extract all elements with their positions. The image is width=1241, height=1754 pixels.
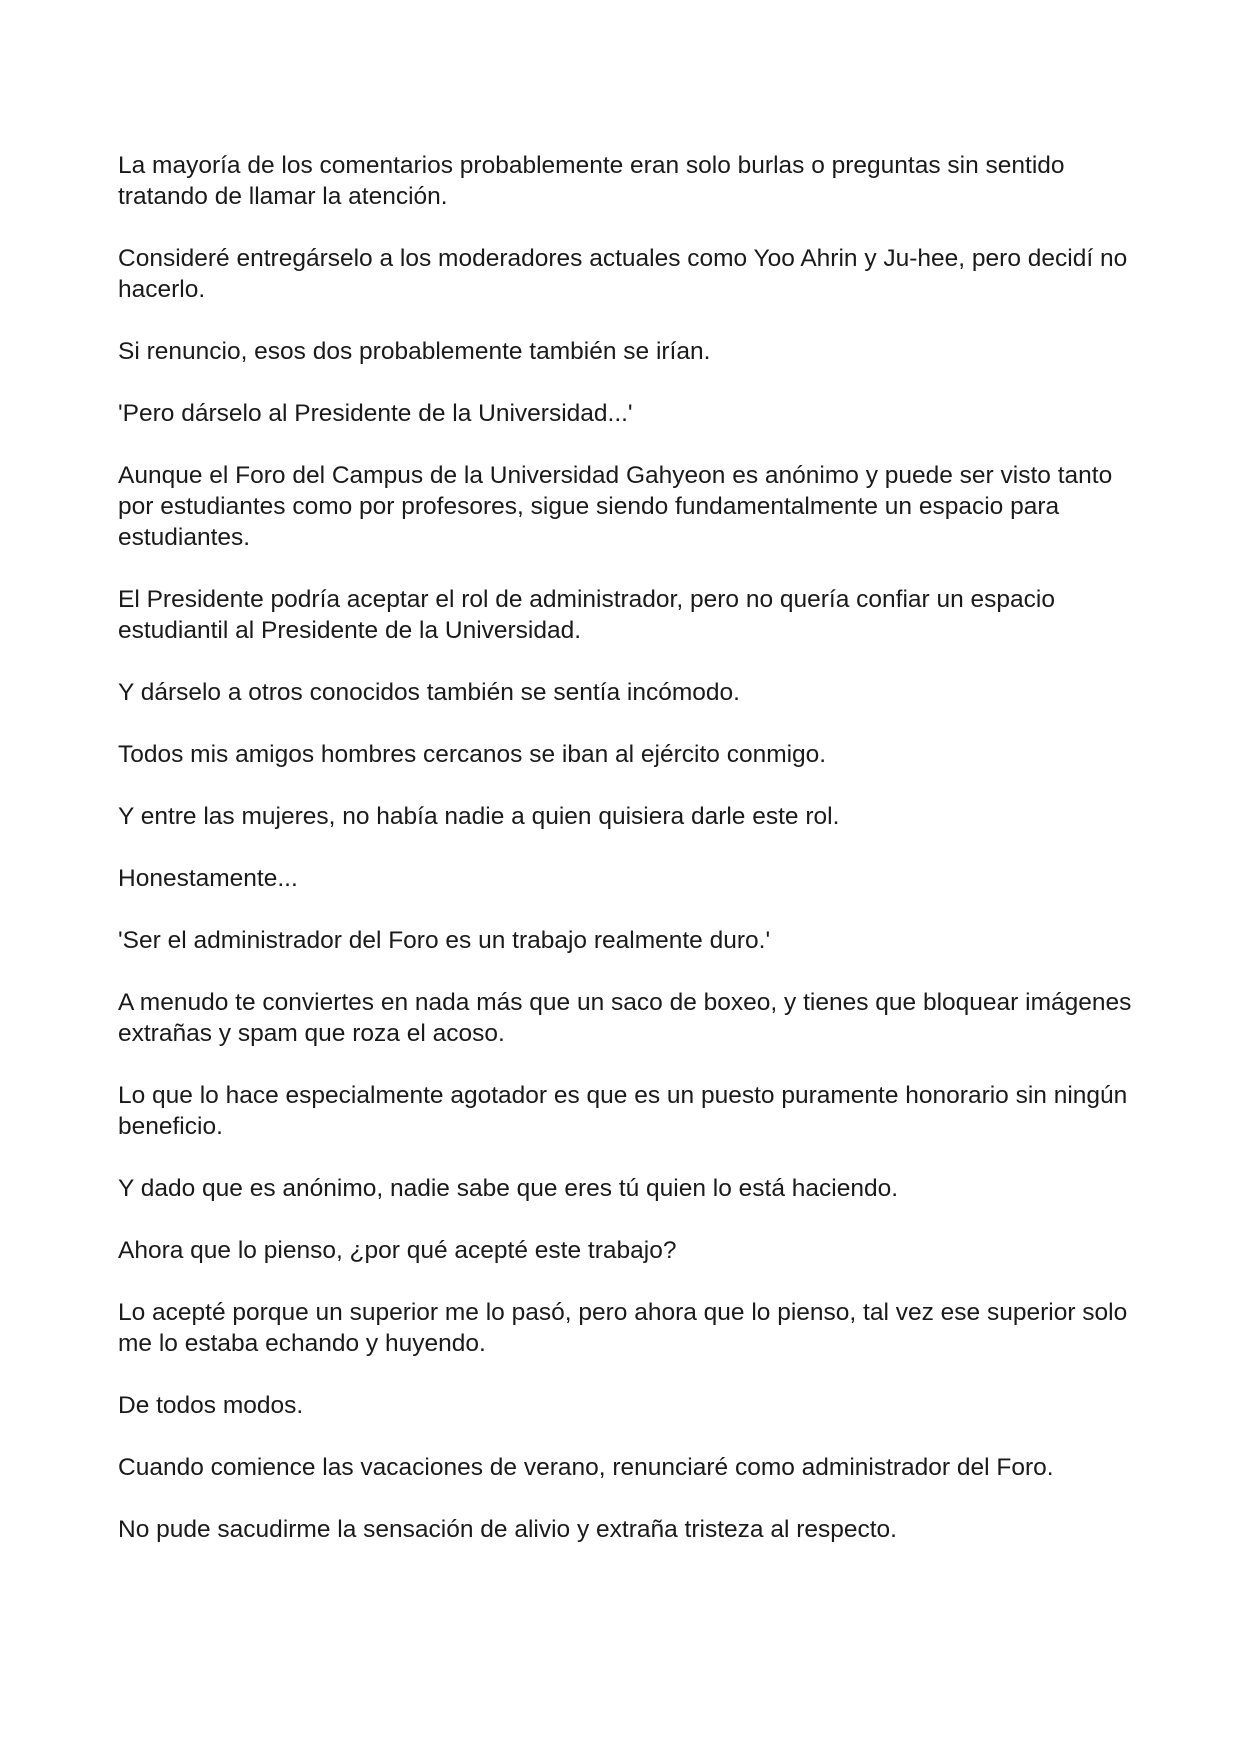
paragraph: 'Pero dárselo al Presidente de la Universidad...' [118,400,633,427]
paragraph: A menudo te conviertes en nada más que un saco de boxeo, y tienes que bloquear imágenes extrañas y spam que roza el acoso. [118,989,1132,1047]
paragraph: Y entre las mujeres, no había nadie a quien quisiera darle este rol. [118,803,840,830]
paragraph: No pude sacudirme la sensación de alivio y extraña tristeza al respecto. [118,1516,897,1543]
paragraph: Todos mis amigos hombres cercanos se iban al ejército conmigo. [118,741,827,768]
paragraph: Honestamente... [118,865,298,892]
paragraph: 'Ser el administrador del Foro es un trabajo realmente duro.' [118,927,771,954]
paragraph: Lo que lo hace especialmente agotador es que es un puesto puramente honorario sin ningún beneficio. [118,1082,1128,1140]
paragraph: De todos modos. [118,1392,304,1419]
paragraph: El Presidente podría aceptar el rol de administrador, pero no quería confiar un espacio estudiantil al Presidente de la Universidad. [118,586,1056,644]
paragraph: Lo acepté porque un superior me lo pasó, pero ahora que lo pienso, tal vez ese superior solo me lo estaba echando y huyendo. [118,1299,1128,1357]
paragraph: Consideré entregárselo a los moderadores actuales como Yoo Ahrin y Ju-hee, pero decidí no hacerlo. [118,245,1128,303]
paragraph: Si renuncio, esos dos probablemente también se irían. [118,338,711,365]
paragraph: Ahora que lo pienso, ¿por qué acepté este trabajo? [118,1237,677,1264]
document-body [118,150,1138,1576]
paragraph: Cuando comience las vacaciones de verano, renunciaré como administrador del Foro. [118,1454,1054,1481]
paragraph: Y dárselo a otros conocidos también se sentía incómodo. [118,679,740,706]
paragraph: La mayoría de los comentarios probablemente eran solo burlas o preguntas sin sentido tratando de llamar la atención. [118,152,1065,210]
paragraph: Y dado que es anónimo, nadie sabe que eres tú quien lo está haciendo. [118,1175,899,1202]
paragraph: Aunque el Foro del Campus de la Universidad Gahyeon es anónimo y puede ser visto tanto por estudiantes como por profesores, sigue siendo fundamentalmente un espacio para estudiantes. [118,462,1113,551]
